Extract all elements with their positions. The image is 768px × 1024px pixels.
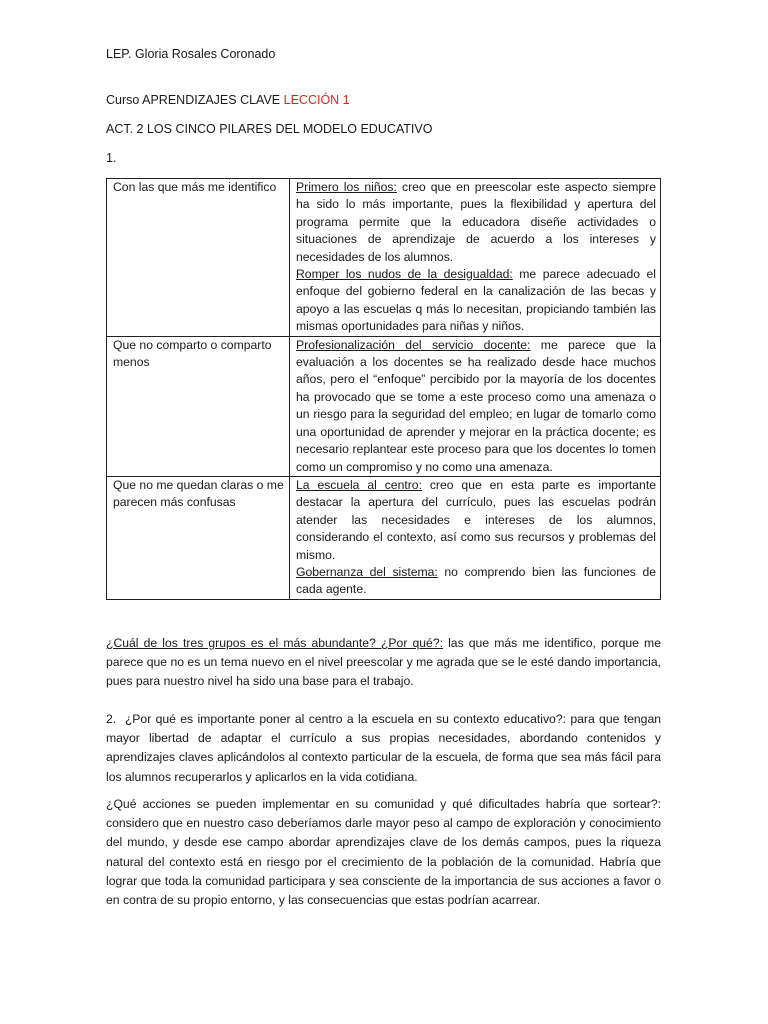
question-2-number: 2. xyxy=(106,712,117,726)
entry-text: me parece adecuado el enfoque del gobierno federal en la canalización de las becas y apoyo a las escuelas q más lo necesitan, propiciando también las mismas oportunidades para niñas y niños. xyxy=(296,267,656,334)
entry-text: creo que en esta parte es importante destacar la apertura del currículo, pues las escuelas podrán atender las necesidades e intereses de los alumnos, considerando el contexto, así como sus recursos y problemas del mismo. xyxy=(296,477,656,562)
entry-text: no comprendo bien las funciones de cada agente. xyxy=(296,564,656,597)
row-category: Que no comparto o comparto menos xyxy=(107,336,290,476)
activity-title: ACT. 2 LOS CINCO PILARES DEL MODELO EDUCATIVO xyxy=(106,122,433,136)
entry-heading: Primero los niños: xyxy=(296,180,397,194)
lesson-label: LECCIÓN 1 xyxy=(283,93,350,107)
question-2-text: ¿Por qué es importante poner al centro a la escuela en su contexto educativo?: para que tengan mayor libertad de adaptar el currículo a sus propias necesidades, abordando contenidos y aprendizajes claves aplicándolos al contexto particular de la escuela, de forma que sea más fácil para los alumnos recuperarlos y aplicarlos en la vida cotidiana. xyxy=(106,712,661,784)
entry-heading: La escuela al centro: xyxy=(296,477,422,492)
row-category: Que no me quedan claras o me parecen más confusas xyxy=(107,476,290,599)
question-2-paragraph xyxy=(106,710,661,787)
course-title xyxy=(106,92,350,109)
row-category: Con las que más me identifico xyxy=(107,179,290,337)
table-row xyxy=(107,336,661,476)
question-3-paragraph: ¿Qué acciones se pueden implementar en su comunidad y qué dificultades habría que sortear?: considero que en nuestro caso deberíamos darle mayor peso al campo de exploración y conocimiento del mundo, y desde ese campo abordar aprendizajes clave de los demás campos, pues la riqueza natural del contexto está en riesgo por el crecimiento de la población de la comunidad. Habría que lograr que toda la comunidad participara y sea consciente de la importancia de sus acciones a favor o en contra de su propio entorno, y las consecuencias que estas podrían acarrear. xyxy=(106,797,661,908)
author-name: LEP. Gloria Rosales Coronado xyxy=(106,47,276,61)
row-description xyxy=(290,336,661,476)
entry-heading: Profesionalización del servicio docente: xyxy=(296,337,531,352)
pillars-table xyxy=(106,178,661,600)
entry-heading: Romper los nudos de la desigualdad: xyxy=(296,267,513,282)
entry-heading: Gobernanza del sistema: xyxy=(296,564,438,579)
item-number: 1. xyxy=(106,151,117,165)
course-prefix: Curso APRENDIZAJES CLAVE xyxy=(106,93,281,107)
row-description xyxy=(290,476,661,599)
answer-1: las que más me identifico, porque me parece que no es un tema nuevo en el nivel preescolar y me agrada que se le esté dando importancia, pues para nuestro nivel ha sido una base para el trabajo. xyxy=(106,636,661,689)
question-1: ¿Cuál de los tres grupos es el más abundante? ¿Por qué?: xyxy=(106,636,443,650)
table-row xyxy=(107,476,661,599)
question-1-paragraph xyxy=(106,634,661,692)
table-row xyxy=(107,179,661,337)
entry-text: creo que en preescolar este aspecto siempre ha sido lo más importante, pues la flexibilidad y apertura del programa permite que la educadora diseñe actividades o situaciones de aprendizaje de acuerdo a los intereses y necesidades de los alumnos. xyxy=(296,180,656,264)
entry-text: me parece que la evaluación a los docentes se ha realizado desde hace muchos años, pero el “enfoque” percibido por la mayoría de los docentes ha provocado que se tome a este proceso como una amenaza o un riesgo para la seguridad del empleo; en lugar de tomarlo como una oportunidad de aprender y mejorar en la práctica docente; es necesario replantear este proceso para que los docentes lo tomen como un compromiso y no como una amenaza. xyxy=(296,337,656,474)
row-description xyxy=(290,179,661,337)
